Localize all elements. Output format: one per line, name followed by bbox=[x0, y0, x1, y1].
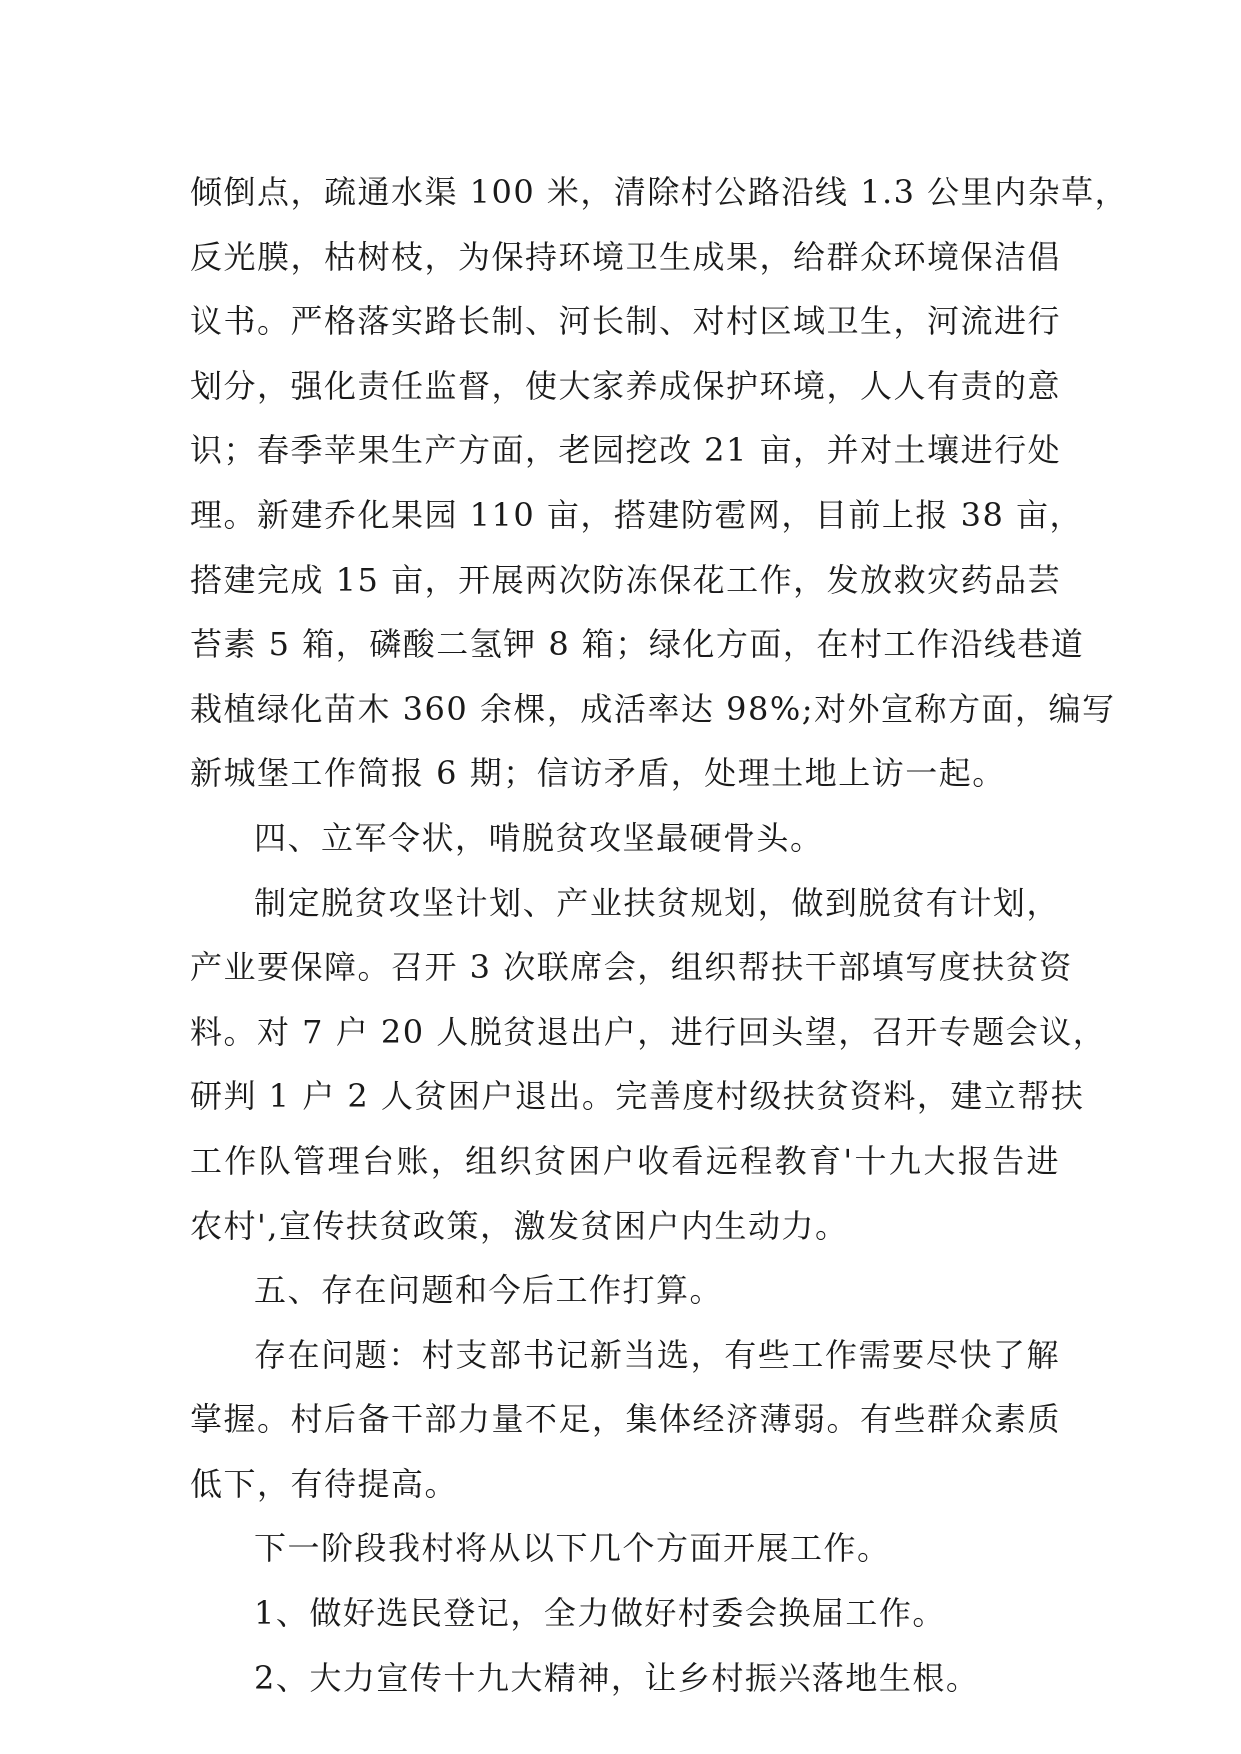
text-line: 理。新建乔化果园 110 亩，搭建防雹网，目前上报 38 亩， bbox=[190, 495, 1083, 534]
text-line: 2、大力宣传十九大精神，让乡村振兴落地生根。 bbox=[254, 1658, 980, 1697]
text-line: 议书。严格落实路长制、河长制、对村区域卫生，河流进行 bbox=[190, 302, 1062, 341]
text-line: 工作队管理台账，组织贫困户收看远程教育'十九大报告进 bbox=[190, 1141, 1060, 1180]
text-line: 五、存在问题和今后工作打算。 bbox=[254, 1271, 724, 1310]
text-line: 搭建完成 15 亩，开展两次防冻保花工作，发放救灾药品芸 bbox=[190, 560, 1062, 599]
text-line: 产业要保障。召开 3 次联席会，组织帮扶干部填写度扶贫资 bbox=[190, 948, 1073, 987]
text-line: 掌握。村后备干部力量不足，集体经济薄弱。有些群众素质 bbox=[190, 1400, 1062, 1439]
text-line: 存在问题：村支部书记新当选，有些工作需要尽快了解 bbox=[254, 1335, 1060, 1374]
text-line: 栽植绿化苗木 360 余棵，成活率达 98%;对外宣称方面，编写 bbox=[190, 689, 1116, 728]
text-line: 识；春季苹果生产方面，老园挖改 21 亩，并对土壤进行处 bbox=[190, 431, 1062, 470]
text-line: 倾倒点，疏通水渠 100 米，清除村公路沿线 1.3 公里内杂草， bbox=[190, 173, 1129, 211]
document-body bbox=[190, 160, 1129, 1710]
text-line: 划分，强化责任监督，使大家养成保护环境，人人有责的意 bbox=[190, 366, 1062, 405]
text-line: 新城堡工作简报 6 期；信访矛盾，处理土地上访一起。 bbox=[190, 754, 1006, 793]
text-line: 反光膜，枯树枝，为保持环境卫生成果，给群众环境保洁倡 bbox=[190, 237, 1062, 276]
text-line: 农村',宣传扶贫政策，激发贫困户内生动力。 bbox=[190, 1206, 849, 1245]
text-line: 研判 1 户 2 人贫困户退出。完善度村级扶贫资料，建立帮扶 bbox=[190, 1077, 1085, 1116]
text-line: 制定脱贫攻坚计划、产业扶贫规划，做到脱贫有计划， bbox=[254, 883, 1060, 922]
text-line: 低下，有待提高。 bbox=[190, 1464, 459, 1503]
text-line: 料。对 7 户 20 人脱贫退出户，进行回头望，召开专题会议， bbox=[190, 1012, 1107, 1051]
text-line: 苔素 5 箱，磷酸二氢钾 8 箱；绿化方面，在村工作沿线巷道 bbox=[190, 625, 1085, 664]
text-line: 四、立军令状，啃脱贫攻坚最硬骨头。 bbox=[254, 818, 824, 857]
text-line: 1、做好选民登记，全力做好村委会换届工作。 bbox=[254, 1594, 946, 1633]
text-line: 下一阶段我村将从以下几个方面开展工作。 bbox=[254, 1529, 891, 1568]
